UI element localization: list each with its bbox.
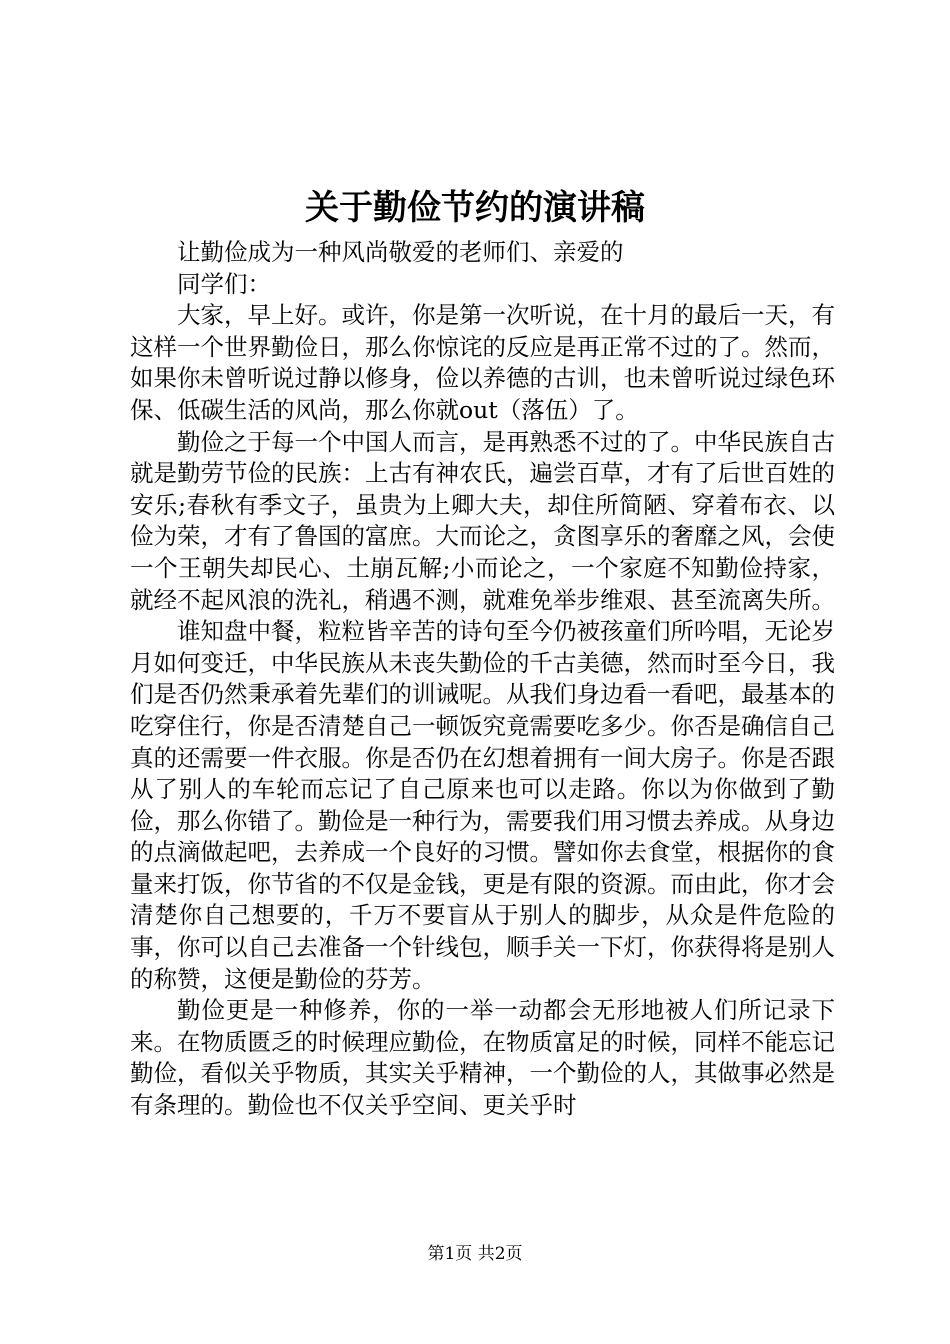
paragraph: 让勤俭成为一种风尚敬爱的老师们、亲爱的 [177,238,624,266]
paragraph: 谁知盘中餐，粒粒皆辛苦的诗句至今仍被孩童们所吟唱，无论岁月如何变迁，中华民族从未丧失勤俭的千古美德，然而时至今日，我们是否仍然秉承着先辈们的训诫呢。从我们身边看一看吧，最基本的吃穿住行，你是否清楚自己一顿饭究竟需要吃多少。你否是确信自己真的还需要一件衣服。你是否仍在幻想着拥有一间大房子。你是否跟从了别人的车轮而忘记了自己原来也可以走路。你以为你做到了勤俭，那么你错了。勤俭是一种行为，需要我们用习惯去养成。从身边的点滴做起吧，去养成一个良好的习惯。譬如你去食堂，根据你的食量来打饭，你节省的不仅是金钱，更是有限的资源。而由此，你才会清楚你自己想要的，千万不要盲从于别人的脚步，从众是件危险的事，你可以自己去准备一个针线包，顺手关一下灯，你获得将是别人的称赞，这便是勤俭的芬芳。 [130,617,835,993]
paragraph: 勤俭之于每一个中国人而言，是再熟悉不过的了。中华民族自古就是勤劳节俭的民族：上古有神农氏，遍尝百草，才有了后世百姓的安乐;春秋有季文子，虽贵为上卿大夫，却住所简陋、穿着布衣、以俭为荣，才有了鲁国的富庶。大而论之，贪图享乐的奢靡之风，会使一个王朝失却民心、土崩瓦解;小而论之，一个家庭不知勤俭持家，就经不起风浪的洗礼，稍遇不测，就难免举步维艰、甚至流离失所。 [130,427,835,614]
paragraph: 同学们： [177,269,271,298]
document-body [130,237,835,1122]
page-footer: 第1页 共2页 [427,1244,523,1264]
paragraph: 大家，早上好。或许，你是第一次听说，在十月的最后一天，有这样一个世界勤俭日，那么你惊诧的反应是再正常不过的了。然而，如果你未曾听说过静以修身，俭以养德的古训，也未曾听说过绿色环保、低碳生活的风尚，那么你就out（落伍）了。 [130,301,835,424]
paragraph: 勤俭更是一种修养，你的一举一动都会无形地被人们所记录下来。在物质匮乏的时候理应勤俭，在物质富足的时候，同样不能忘记勤俭，看似关乎物质，其实关乎精神，一个勤俭的人，其做事必然是有条理的。勤俭也不仅关乎空间、更关乎时 [130,996,835,1120]
document-title: 关于勤俭节约的演讲稿 [305,188,645,228]
